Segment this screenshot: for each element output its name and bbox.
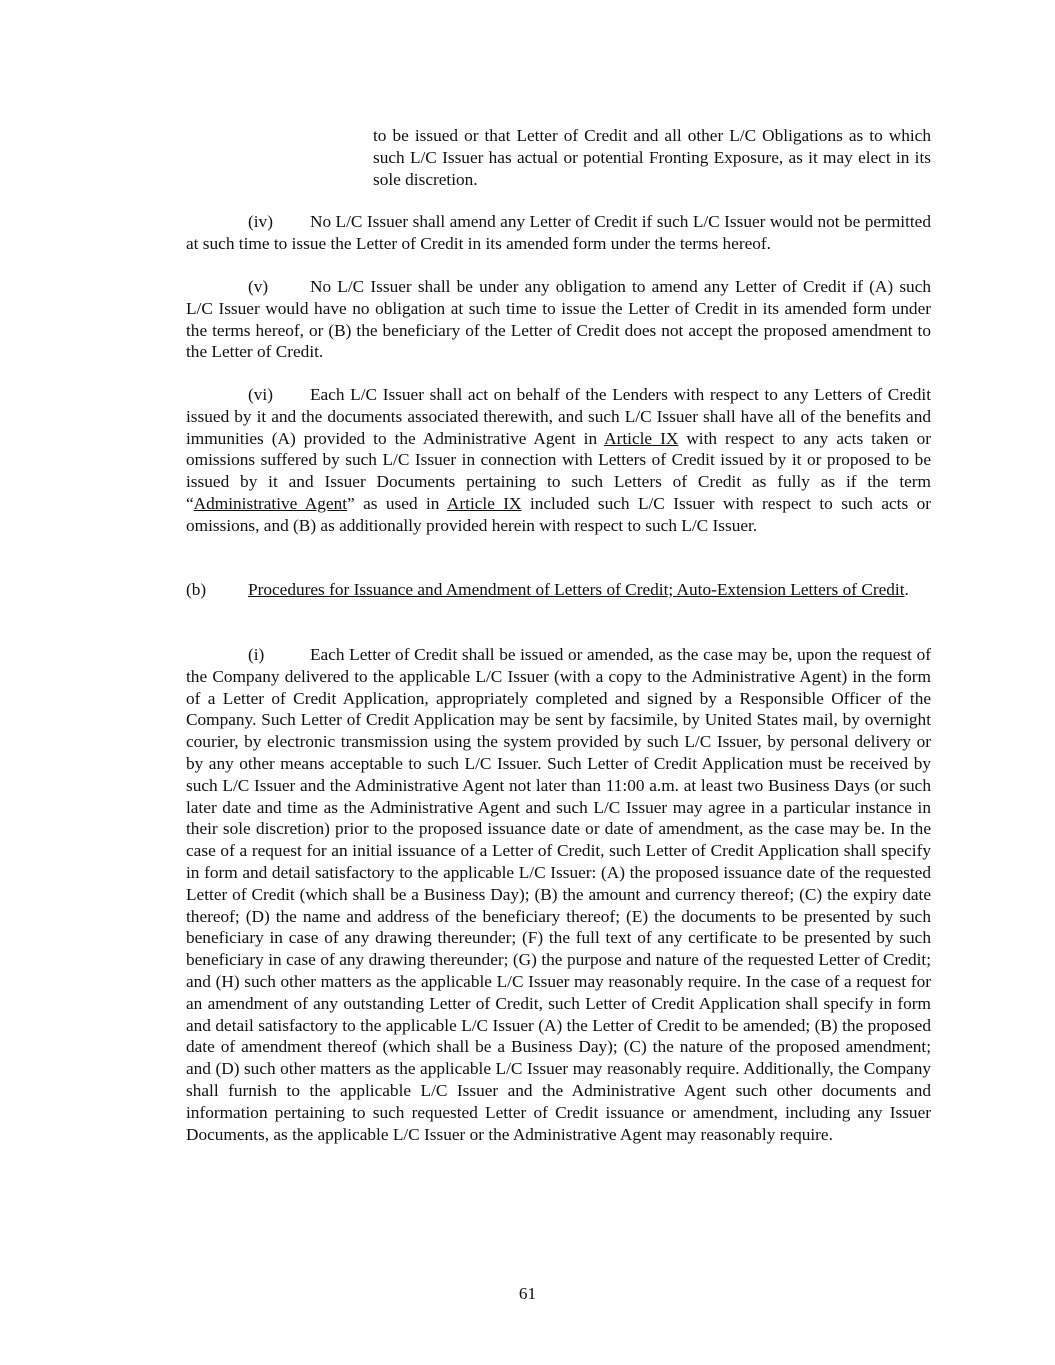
clause-v-text: No L/C Issuer shall be under any obligation to amend any Letter of Credit if (A) such L/C Issuer would have no obligation at such time to issue the Letter of Credit in its amended form under the terms hereof, or (B) the beneficiary of the Letter of Credit does not accept the proposed amendment to the Letter of Credit. [186, 277, 931, 362]
page-number: 61 [518, 1284, 537, 1303]
clause-vi-paragraph [186, 384, 931, 537]
clause-iv-paragraph [186, 211, 931, 255]
clause-i-paragraph [186, 644, 931, 1145]
clause-iv-text: No L/C Issuer shall amend any Letter of Credit if such L/C Issuer would not be permitted at such time to issue the Letter of Credit in its amended form under the terms hereof. [186, 212, 931, 253]
section-b-marker: (b) [186, 580, 207, 599]
article-ix-reference: Article IX [604, 428, 679, 448]
clause-vi-text-3: ” as used in [347, 493, 447, 513]
continuation-text: to be issued or that Letter of Credit and all other L/C Obligations as to which such L/C Issuer has actual or potential Fronting Exposure, as it may elect in its sole discretion. [373, 126, 931, 189]
clause-iv-marker: (iv) [248, 212, 273, 231]
section-b-period: . [904, 580, 909, 599]
article-ix-reference-2: Article IX [446, 493, 522, 513]
section-b-heading [124, 579, 931, 601]
clause-vi-text-2: with respect to any acts taken or omissions suffered by such L/C Issuer in connection with Letters of Credit issued by it or proposed to be issued by it and Issuer Documents pertaining to such Letters of Credit as fully as if the term “ [186, 428, 931, 513]
section-b-title: Procedures for Issuance and Amendment of Letters of Credit; Auto-Extension Letters of Credit [248, 580, 905, 599]
clause-i-text: Each Letter of Credit shall be issued or amended, as the case may be, upon the request of the Company delivered to the applicable L/C Issuer (with a copy to the Administrative Agent) in the form of a Letter of Credit Application, appropriately completed and signed by a Responsible Officer of the Company. Such Letter of Credit Application may be sent by facsimile, by United States mail, by overnight courier, by electronic transmission using the system provided by such L/C Issuer, by personal delivery or by any other means acceptable to such L/C Issuer. Such Letter of Credit Application must be received by such L/C Issuer and the Administrative Agent not later than 11:00 a.m. at least two Business Days (or such later date and time as the Administrative Agent and such L/C Issuer may agree in a particular instance in their sole discretion) prior to the proposed issuance date or date of amendment, as the case may be. In the case of a request for an initial issuance of a Letter of Credit, such Letter of Credit Application shall specify in form and detail satisfactory to the applicable L/C Issuer: (A) the proposed issuance date of the requested Letter of Credit (which shall be a Business Day); (B) the amount and currency thereof; (C) the expiry date thereof; (D) the name and address of the beneficiary thereof; (E) the documents to be presented by such beneficiary in case of any drawing thereunder; (F) the full text of any certificate to be presented by such beneficiary in case of any drawing thereunder; (G) the purpose and nature of the requested Letter of Credit; and (H) such other matters as the applicable L/C Issuer may reasonably require. In the case of a request for an amendment of any outstanding Letter of Credit, such Letter of Credit Application shall specify in form and detail satisfactory to the applicable L/C Issuer (A) the Letter of Credit to be amended; (B) the proposed date of amendment thereof (which shall be a Business Day); (C) the nature of the proposed amendment; and (D) such other matters as the applicable L/C Issuer may reasonably require. Additionally, the Company shall furnish to the applicable L/C Issuer and the Administrative Agent such other documents and information pertaining to such requested Letter of Credit issuance or amendment, including any Issuer Documents, as the applicable L/C Issuer or the Administrative Agent may reasonably require. [186, 645, 931, 1144]
clause-vi-marker: (vi) [248, 385, 273, 404]
clause-i-marker: (i) [248, 645, 265, 664]
clause-v-marker: (v) [248, 277, 269, 296]
clause-vi-text-1: Each L/C Issuer shall act on behalf of the Lenders with respect to any Letters of Credit issued by it and the documents associated therewith, and such L/C Issuer shall have all of the benefits and immunities (A) provided to the Administrative Agent in [186, 385, 931, 448]
clause-v-paragraph [186, 276, 931, 363]
administrative-agent-term: Administrative Agent [193, 493, 348, 513]
clause-vi-text-4: included such L/C Issuer with respect to such acts or omissions, and (B) as additionally provided herein with respect to such L/C Issuer. [186, 493, 931, 535]
continuation-paragraph [373, 125, 931, 190]
